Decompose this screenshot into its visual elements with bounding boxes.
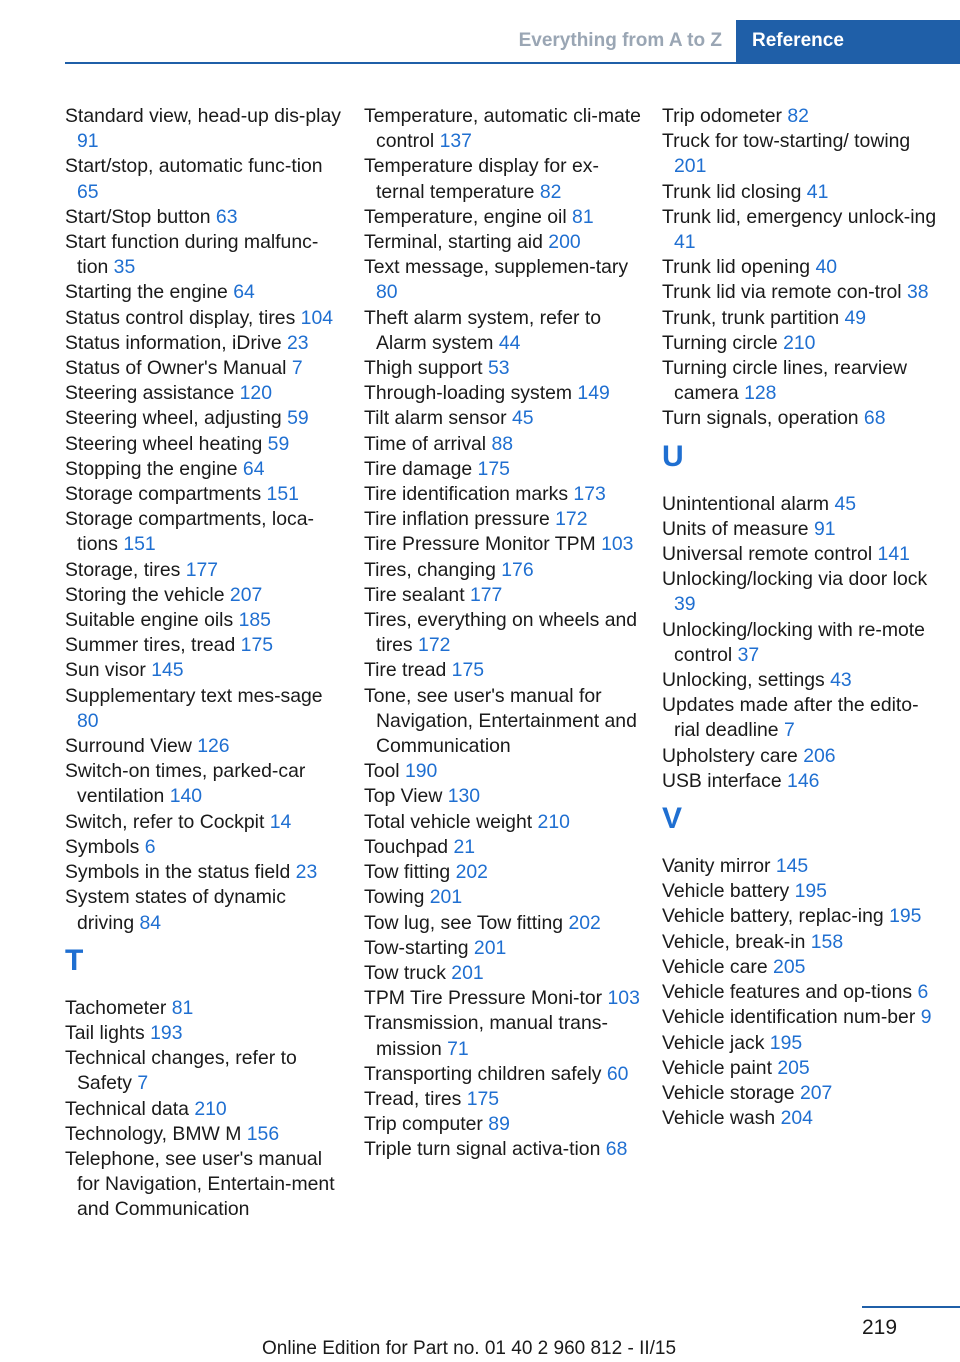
index-term: Sun visor xyxy=(65,659,146,682)
index-term: Tone, see user's manual for Navigation, Entertainment and Communication xyxy=(364,684,637,758)
chapter-tab: Reference xyxy=(736,20,960,62)
index-entry xyxy=(65,633,343,658)
index-entry xyxy=(65,406,343,431)
index-entry xyxy=(364,507,642,532)
index-entry xyxy=(364,1011,642,1061)
page-link[interactable]: 59 xyxy=(287,407,309,430)
page-link[interactable]: 172 xyxy=(418,634,451,657)
index-entry xyxy=(65,306,343,331)
index-term: Storage, tires xyxy=(65,558,181,581)
index-term: Start function during malfunc-tion xyxy=(65,231,319,279)
page-link[interactable]: 7 xyxy=(137,1072,149,1095)
page-link[interactable]: 145 xyxy=(775,855,809,878)
page-link[interactable]: 210 xyxy=(537,810,570,833)
index-entry xyxy=(364,230,642,255)
page-link[interactable]: 103 xyxy=(601,533,634,556)
page-link[interactable]: 82 xyxy=(787,105,809,127)
index-entry xyxy=(662,879,940,904)
index-term: Tow truck xyxy=(364,961,446,984)
index-entry xyxy=(364,759,642,784)
page-link[interactable]: 141 xyxy=(877,543,910,566)
page-link[interactable]: 89 xyxy=(488,1113,510,1136)
index-term: Symbols xyxy=(65,835,140,858)
index-entry xyxy=(364,911,642,936)
page-link[interactable]: 6 xyxy=(144,835,156,858)
page-link[interactable]: 201 xyxy=(473,936,507,959)
index-entry xyxy=(662,331,940,356)
index-term: Theft alarm system, refer to Alarm system xyxy=(364,306,602,354)
page-link[interactable]: 41 xyxy=(806,180,829,203)
index-entry xyxy=(364,532,642,557)
index-entry xyxy=(364,432,642,457)
page-link[interactable]: 195 xyxy=(794,880,827,903)
index-term: System states of dynamic driving xyxy=(65,886,286,934)
page-link[interactable]: 44 xyxy=(498,331,521,354)
index-term: Trunk lid via remote con-trol xyxy=(662,281,902,304)
index-entry xyxy=(65,482,343,507)
index-term: Suitable engine oils xyxy=(65,609,234,632)
index-entry xyxy=(662,1056,940,1081)
index-term: Temperature, engine oil xyxy=(364,205,567,228)
page-link[interactable]: 68 xyxy=(605,1138,628,1161)
index-term: Technical changes, refer to Safety xyxy=(65,1047,297,1095)
index-term: Summer tires, tread xyxy=(65,634,236,657)
page-link[interactable]: 193 xyxy=(150,1021,183,1044)
index-entry xyxy=(364,356,642,381)
index-term: Time of arrival xyxy=(364,432,487,455)
index-term: Unlocking/locking with re-mote control xyxy=(662,618,925,666)
page-link[interactable]: 81 xyxy=(171,996,194,1019)
index-term: Vehicle identification num-ber xyxy=(662,1006,916,1029)
index-entry xyxy=(364,860,642,885)
page-link[interactable]: 177 xyxy=(185,558,219,581)
index-term: Temperature, automatic cli-mate control xyxy=(364,105,641,153)
index-entry xyxy=(364,810,642,835)
page-link[interactable]: 190 xyxy=(404,760,438,783)
page-link[interactable]: 173 xyxy=(573,483,606,506)
index-term: Top View xyxy=(364,785,443,808)
page-link[interactable]: 38 xyxy=(906,281,929,304)
index-letter-heading: T xyxy=(65,943,84,977)
index-term: Tilt alarm sensor xyxy=(364,407,507,430)
index-term: Tread, tires xyxy=(364,1087,462,1110)
index-term: Truck for tow-starting/ towing xyxy=(662,130,911,153)
page-link[interactable]: 104 xyxy=(300,306,334,329)
index-term: Vehicle wash xyxy=(662,1107,776,1130)
index-term: Standard view, head-up dis-play xyxy=(65,105,341,127)
index-entry xyxy=(662,955,940,980)
index-entry xyxy=(364,558,642,583)
index-entry xyxy=(65,104,343,154)
page-link[interactable]: 149 xyxy=(577,382,610,405)
index-term: Tire inflation pressure xyxy=(364,508,550,531)
index-term: Vanity mirror xyxy=(662,855,771,878)
index-entry xyxy=(65,507,343,557)
page-link[interactable]: 64 xyxy=(233,281,255,304)
index-entry xyxy=(662,356,940,406)
page-link[interactable]: 60 xyxy=(606,1062,629,1085)
index-entry xyxy=(364,1112,642,1137)
index-entry xyxy=(65,885,343,935)
page-link[interactable]: 64 xyxy=(242,457,265,480)
index-term: Tool xyxy=(364,760,400,783)
index-entry xyxy=(662,129,940,179)
index-entry xyxy=(65,860,343,885)
page-link[interactable]: 206 xyxy=(803,744,836,767)
index-term: Tires, changing xyxy=(364,558,496,581)
page-link[interactable]: 175 xyxy=(477,457,510,480)
index-entry xyxy=(662,930,940,955)
page-link[interactable]: 210 xyxy=(194,1097,227,1120)
page-link[interactable]: 201 xyxy=(429,886,463,909)
index-entry xyxy=(662,904,940,929)
page-link[interactable]: 126 xyxy=(197,735,230,758)
index-term: Start/Stop button xyxy=(65,205,211,228)
page-link[interactable]: 45 xyxy=(511,407,534,430)
page-link[interactable]: 205 xyxy=(777,1056,810,1079)
page-link[interactable]: 7 xyxy=(783,719,795,742)
index-entry xyxy=(662,180,940,205)
index-entry xyxy=(662,1031,940,1056)
page-link[interactable]: 202 xyxy=(455,861,488,884)
index-term: Terminal, starting aid xyxy=(364,231,543,254)
page-link[interactable]: 88 xyxy=(491,432,514,455)
page-link[interactable]: 65 xyxy=(77,180,99,203)
index-term: Text message, supplemen-tary xyxy=(364,256,629,279)
page-header xyxy=(0,0,960,64)
index-entry xyxy=(65,1097,343,1122)
index-term: Tow-starting xyxy=(364,936,469,959)
index-entry xyxy=(65,608,343,633)
page-link[interactable]: 151 xyxy=(266,483,299,506)
edition-footer: Online Edition for Part no. 01 40 2 960 812 - II/15 xyxy=(262,1338,677,1359)
index-term: Technical data xyxy=(65,1097,189,1120)
index-term: Turning circle xyxy=(662,331,778,354)
index-term: Tow lug, see Tow fitting xyxy=(364,911,564,934)
index-term: Tire identification marks xyxy=(364,483,569,506)
page-link[interactable]: 68 xyxy=(863,407,886,430)
page-link[interactable]: 91 xyxy=(813,517,836,540)
index-term: Supplementary text mes-sage xyxy=(65,684,323,707)
page-link[interactable]: 103 xyxy=(607,987,640,1010)
index-entry xyxy=(364,608,642,658)
index-entry xyxy=(364,482,642,507)
index-entry xyxy=(662,980,940,1005)
page-link[interactable]: 6 xyxy=(917,981,929,1004)
page-link[interactable]: 200 xyxy=(548,231,581,254)
page-link[interactable]: 195 xyxy=(769,1031,803,1054)
index-term: Trunk lid opening xyxy=(662,256,811,279)
index-term: Switch-on times, parked-car ventilation xyxy=(65,760,306,808)
index-entry xyxy=(364,104,642,154)
header-rule xyxy=(65,62,960,64)
page-link[interactable]: 177 xyxy=(469,583,503,606)
page-link[interactable]: 7 xyxy=(291,357,303,380)
index-entry xyxy=(65,457,343,482)
index-entry xyxy=(662,104,940,129)
index-column-3 xyxy=(662,104,940,1131)
index-column-2 xyxy=(364,104,642,1163)
index-term: Unlocking, settings xyxy=(662,669,825,692)
index-entry xyxy=(65,1021,343,1046)
index-term: Vehicle paint xyxy=(662,1056,772,1079)
page-link[interactable]: 63 xyxy=(215,205,238,228)
index-term: Telephone, see user's manual for Navigation, Entertain-ment and Communication xyxy=(65,1147,335,1221)
index-term: TPM Tire Pressure Moni-tor xyxy=(364,987,603,1010)
index-entry xyxy=(65,658,343,683)
index-entry xyxy=(662,492,940,517)
index-entry xyxy=(65,835,343,860)
index-entry xyxy=(364,381,642,406)
page-link[interactable]: 80 xyxy=(376,281,398,304)
index-term: Transmission, manual trans-mission xyxy=(364,1012,608,1060)
index-entry xyxy=(662,306,940,331)
index-term: Vehicle features and op-tions xyxy=(662,981,913,1004)
index-term: Steering assistance xyxy=(65,382,235,405)
index-entry xyxy=(65,558,343,583)
index-letter-heading: U xyxy=(662,439,684,473)
index-term: Steering wheel heating xyxy=(65,432,263,455)
index-term: Surround View xyxy=(65,735,192,758)
index-term: Stopping the engine xyxy=(65,457,238,480)
page-link[interactable]: 9 xyxy=(920,1006,932,1029)
index-term: Start/stop, automatic func-tion xyxy=(65,155,323,178)
index-entry xyxy=(662,693,940,743)
index-term: Trunk lid, emergency unlock-ing xyxy=(662,205,937,228)
index-entry xyxy=(65,154,343,204)
index-term: Trip computer xyxy=(364,1113,483,1136)
index-entry xyxy=(364,1137,642,1162)
index-entry xyxy=(662,205,940,255)
page-link[interactable]: 207 xyxy=(799,1081,833,1104)
index-entry xyxy=(65,432,343,457)
index-entry xyxy=(364,154,642,204)
index-term: Upholstery care xyxy=(662,744,798,767)
page-link[interactable]: 80 xyxy=(77,709,99,732)
index-term: Updates made after the edito-rial deadline xyxy=(662,694,919,742)
index-term: Storing the vehicle xyxy=(65,583,225,606)
index-term: Turn signals, operation xyxy=(662,407,859,430)
index-entry xyxy=(364,1062,642,1087)
page-link[interactable]: 175 xyxy=(466,1087,500,1110)
page-link[interactable]: 201 xyxy=(674,155,707,178)
index-term: Vehicle battery, replac-ing xyxy=(662,905,884,928)
index-entry xyxy=(364,885,642,910)
index-term: Storage compartments, loca-tions xyxy=(65,508,314,556)
index-term: Towing xyxy=(364,886,425,909)
index-entry xyxy=(662,406,940,431)
index-entry xyxy=(364,205,642,230)
index-term: Triple turn signal activa-tion xyxy=(364,1138,601,1161)
index-entry xyxy=(65,996,343,1021)
index-term: Storage compartments xyxy=(65,483,262,506)
index-entry xyxy=(364,457,642,482)
index-entry xyxy=(65,810,343,835)
index-term: Starting the engine xyxy=(65,281,228,304)
page-link[interactable]: 140 xyxy=(169,785,203,808)
page-link[interactable]: 205 xyxy=(773,955,806,978)
index-entry xyxy=(65,381,343,406)
page-link[interactable]: 176 xyxy=(501,558,534,581)
index-entry xyxy=(65,205,343,230)
index-entry xyxy=(364,658,642,683)
page-link[interactable]: 41 xyxy=(674,231,696,254)
index-entry xyxy=(662,280,940,305)
section-title: Everything from A to Z xyxy=(518,30,722,51)
index-term: Trip odometer xyxy=(662,105,782,127)
page-link[interactable]: 172 xyxy=(555,508,588,531)
index-letter-heading: V xyxy=(662,802,683,836)
index-entry xyxy=(662,854,940,879)
index-term: Switch, refer to Cockpit xyxy=(65,810,265,833)
index-entry xyxy=(65,684,343,734)
index-entry xyxy=(65,356,343,381)
page-link[interactable]: 145 xyxy=(151,659,184,682)
page-link[interactable]: 59 xyxy=(267,432,290,455)
index-term: Vehicle care xyxy=(662,955,768,978)
index-term: Unintentional alarm xyxy=(662,492,830,515)
index-entry xyxy=(662,618,940,668)
page-link[interactable]: 82 xyxy=(539,180,562,203)
index-entry xyxy=(662,1081,940,1106)
page-link[interactable]: 49 xyxy=(844,306,867,329)
index-entry xyxy=(364,961,642,986)
index-term: Units of measure xyxy=(662,517,809,540)
index-entry xyxy=(65,759,343,809)
index-term: Technology, BMW M xyxy=(65,1122,242,1145)
index-term: Status control display, tires xyxy=(65,306,296,329)
index-entry xyxy=(364,936,642,961)
index-term: USB interface xyxy=(662,769,782,792)
page-link[interactable]: 23 xyxy=(295,861,318,884)
page-link[interactable]: 207 xyxy=(229,583,263,606)
index-term: Vehicle, break-in xyxy=(662,930,806,953)
page-link[interactable]: 151 xyxy=(123,533,156,556)
index-entry xyxy=(364,784,642,809)
page-link[interactable]: 84 xyxy=(139,911,162,934)
index-entry xyxy=(364,1087,642,1112)
page-link[interactable]: 158 xyxy=(810,930,844,953)
index-entry xyxy=(65,1046,343,1096)
index-entry xyxy=(662,542,940,567)
page-link[interactable]: 210 xyxy=(783,331,816,354)
page-link[interactable]: 185 xyxy=(238,609,271,632)
page-link[interactable]: 146 xyxy=(787,769,820,792)
page-link[interactable]: 14 xyxy=(269,810,292,833)
page-link[interactable]: 201 xyxy=(451,961,484,984)
page-link[interactable]: 71 xyxy=(447,1037,469,1060)
index-entry xyxy=(65,230,343,280)
index-term: Unlocking/locking via door lock xyxy=(662,568,928,591)
index-term: Symbols in the status field xyxy=(65,861,291,884)
index-term: Tire sealant xyxy=(364,583,465,606)
index-term: Through-loading system xyxy=(364,382,573,405)
page-link[interactable]: 202 xyxy=(568,911,601,934)
page-link[interactable]: 23 xyxy=(287,331,309,354)
index-entry xyxy=(364,684,642,760)
page-link[interactable]: 21 xyxy=(453,835,476,858)
index-term: Tire tread xyxy=(364,659,447,682)
page-link[interactable]: 43 xyxy=(830,669,852,692)
index-term: Vehicle battery xyxy=(662,880,790,903)
index-term: Status information, iDrive xyxy=(65,331,282,354)
index-term: Tachometer xyxy=(65,996,167,1019)
index-entry xyxy=(364,406,642,431)
index-entry xyxy=(662,517,940,542)
index-entry xyxy=(364,306,642,356)
index-entry xyxy=(662,668,940,693)
page-link[interactable]: 130 xyxy=(447,785,481,808)
page-link[interactable]: 53 xyxy=(487,357,510,380)
index-entry xyxy=(65,1147,343,1223)
index-term: Tail lights xyxy=(65,1021,145,1044)
index-entry xyxy=(662,1005,940,1030)
page-number: 219 xyxy=(862,1316,898,1339)
page-link[interactable]: 195 xyxy=(889,905,922,928)
page-link[interactable]: 45 xyxy=(834,492,857,515)
index-term: Thigh support xyxy=(364,357,483,380)
index-entry xyxy=(65,331,343,356)
page-link[interactable]: 40 xyxy=(815,256,838,279)
index-entry xyxy=(364,583,642,608)
index-term: Status of Owner's Manual xyxy=(65,357,287,380)
index-entry xyxy=(662,567,940,617)
index-entry xyxy=(65,734,343,759)
index-entry xyxy=(662,769,940,794)
index-term: Tires, everything on wheels and tires xyxy=(364,609,638,657)
index-term: Trunk, trunk partition xyxy=(662,306,840,329)
index-entry xyxy=(65,280,343,305)
index-entry xyxy=(364,255,642,305)
index-entry xyxy=(364,986,642,1011)
index-term: Tire damage xyxy=(364,457,473,480)
page-link[interactable]: 128 xyxy=(744,382,777,405)
index-entry xyxy=(65,583,343,608)
page-link[interactable]: 39 xyxy=(674,593,696,616)
index-term: Turning circle lines, rearview camera xyxy=(662,357,907,405)
index-term: Tire Pressure Monitor TPM xyxy=(364,533,596,556)
page-link[interactable]: 35 xyxy=(113,256,136,279)
index-column-1 xyxy=(65,104,343,1223)
page-link[interactable]: 175 xyxy=(240,634,274,657)
index-entry xyxy=(65,1122,343,1147)
index-term: Trunk lid closing xyxy=(662,180,802,203)
index-term: Universal remote control xyxy=(662,543,873,566)
index-term: Vehicle storage xyxy=(662,1081,795,1104)
index-term: Tow fitting xyxy=(364,861,451,884)
index-entry xyxy=(662,744,940,769)
index-entry xyxy=(662,1106,940,1131)
index-term: Total vehicle weight xyxy=(364,810,533,833)
index-term: Transporting children safely xyxy=(364,1062,602,1085)
page-link[interactable]: 81 xyxy=(572,205,594,228)
page-link[interactable]: 156 xyxy=(246,1122,280,1145)
page-link[interactable]: 204 xyxy=(780,1107,813,1130)
index-term: Steering wheel, adjusting xyxy=(65,407,282,430)
index-term: Temperature display for ex-ternal temperature xyxy=(364,155,599,203)
page-link[interactable]: 120 xyxy=(239,382,272,405)
index-term: Vehicle jack xyxy=(662,1031,765,1054)
footer-rule xyxy=(862,1306,960,1308)
index-term: Touchpad xyxy=(364,835,449,858)
index-entry xyxy=(364,835,642,860)
index-entry xyxy=(662,255,940,280)
page-link[interactable]: 91 xyxy=(77,130,99,153)
page-link[interactable]: 137 xyxy=(439,130,472,153)
page-link[interactable]: 37 xyxy=(737,643,760,666)
page-link[interactable]: 175 xyxy=(451,659,485,682)
